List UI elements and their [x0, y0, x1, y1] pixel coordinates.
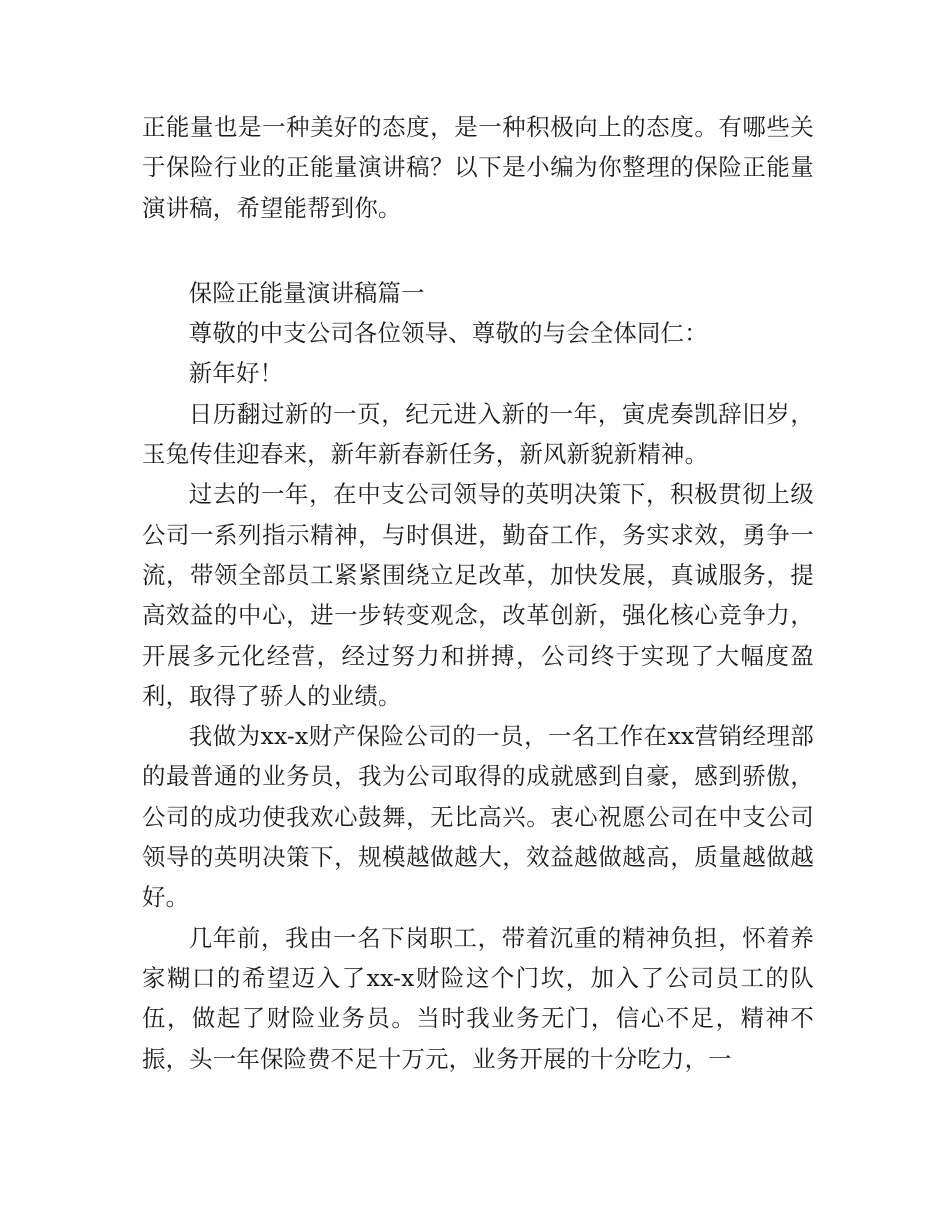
body-paragraph-3: 我做为xx-x财产保险公司的一员，一名工作在xx营销经理部的最普通的业务员，我为公司取得的成就感到自豪，感到骄傲，公司的成功使我欢心鼓舞，无比高兴。衷心祝愿公司在中支公司领导的英明决策下，规模越做越大，效益越做越高，质量越做越好。	[142, 722, 814, 912]
body-paragraph-2: 过去的一年，在中支公司领导的英明决策下，积极贯彻上级公司一系列指示精神，与时俱进，勤奋工作，务实求效，勇争一流，带领全部员工紧紧围绕立足改革，加快发展，真诚服务，提高效益的中心，进一步转变观念，改革创新，强化核心竞争力，开展多元化经营，经过努力和拼搏，公司终于实现了大幅度盈利，取得了骄人的业绩。	[142, 480, 814, 710]
document-page	[142, 107, 814, 1079]
salutation: 尊敬的中支公司各位领导、尊敬的与会全体同仁：	[188, 319, 708, 348]
section-title: 保险正能量演讲稿篇一	[188, 278, 425, 307]
body-paragraph-1: 日历翻过新的一页，纪元进入新的一年，寅虎奏凯辞旧岁，玉兔传佳迎春来，新年新春新任务，新风新貌新精神。	[142, 399, 814, 469]
paragraph-gap	[142, 228, 814, 273]
intro-paragraph: 正能量也是一种美好的态度，是一种积极向上的态度。有哪些关于保险行业的正能量演讲稿？以下是小编为你整理的保险正能量演讲稿，希望能帮到你。	[142, 113, 814, 222]
greeting: 新年好！	[188, 359, 284, 388]
body-paragraph-4: 几年前，我由一名下岗职工，带着沉重的精神负担，怀着养家糊口的希望迈入了xx-x财险这个门坎，加入了公司员工的队伍，做起了财险业务员。当时我业务无门，信心不足，精神不振，头一年保险费不足十万元，业务开展的十分吃力，一	[142, 923, 814, 1073]
